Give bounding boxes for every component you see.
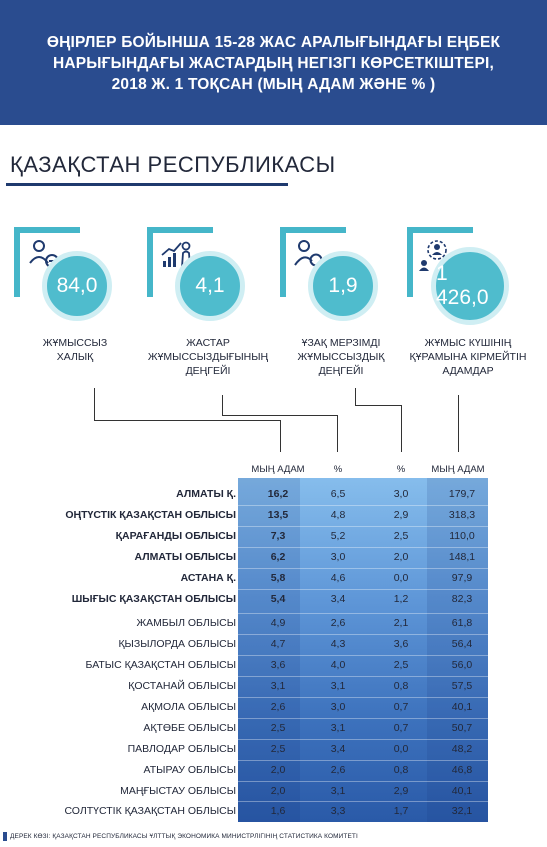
region-name: ШЫҒЫС ҚАЗАҚСТАН ОБЛЫСЫ (71, 593, 236, 605)
row-separator (238, 568, 488, 569)
indicator-value: 4,1 (195, 274, 225, 297)
row-separator (238, 655, 488, 656)
region-name: АСТАНА Қ. (180, 572, 236, 584)
header-title-line-2: НАРЫҒЫНДАҒЫ ЖАСТАРДЫҢ НЕГІЗГІ КӨРСЕТКІШТЕРІ, (52, 55, 495, 72)
table-cell: 3,0 (330, 701, 346, 713)
table-row (0, 506, 547, 526)
table-cell: 2,1 (393, 617, 409, 629)
indicator-label-line: ДЕҢГЕЙІ (185, 365, 231, 377)
source-text: ДЕРЕК КӨЗІ: ҚАЗАҚСТАН РЕСПУБЛИКАСЫ ҰЛТТЫҚ ЭКОНОМИКА МИНИСТРЛІГІНІҢ СТАТИСТИКА КОМИТЕТІ (10, 833, 358, 840)
indicator-outside-labor-force (403, 223, 533, 388)
table-cell: 57,5 (451, 680, 473, 692)
table-cell: 40,1 (451, 785, 473, 797)
table-cell: 2,6 (270, 701, 286, 713)
table-cell: 2,6 (330, 617, 346, 629)
row-separator (238, 760, 488, 761)
table-cell: 3,3 (330, 805, 346, 817)
indicator-label-line: ХАЛЫҚ (56, 351, 94, 363)
table-cell: 4,8 (330, 509, 346, 521)
table-row (0, 548, 547, 568)
table-cell: 7,3 (270, 530, 286, 542)
table-cell: 3,0 (330, 551, 346, 563)
header-title-line-3: 2018 Ж. 1 ТОҚСАН (МЫҢ АДАМ ЖӘНЕ % ) (111, 76, 436, 93)
table-cell: 318,3 (448, 509, 476, 521)
indicator-label-line: ЖАСТАР (186, 337, 230, 349)
indicator-label-line: ДЕҢГЕЙІ (318, 365, 364, 377)
column-header: % (333, 464, 343, 475)
region-name: АТЫРАУ ОБЛЫСЫ (143, 764, 236, 776)
table-cell: 2,5 (393, 659, 409, 671)
row-separator (238, 589, 488, 590)
indicator-value: 1,9 (328, 274, 358, 297)
row-separator (238, 781, 488, 782)
table-cell: 3,4 (330, 593, 346, 605)
table-row (0, 614, 547, 634)
table-cell: 1,6 (270, 805, 286, 817)
indicator-label (10, 336, 140, 364)
column-header: % (396, 464, 406, 475)
row-separator (238, 676, 488, 677)
indicator-label (403, 336, 533, 378)
table-cell: 5,8 (270, 572, 286, 584)
table-row (0, 802, 547, 822)
table-cell: 56,0 (451, 659, 473, 671)
region-name: АЛМАТЫ ОБЛЫСЫ (134, 551, 236, 563)
region-name: БАТЫС ҚАЗАҚСТАН ОБЛЫСЫ (85, 659, 236, 671)
table-cell: 4,9 (270, 617, 286, 629)
indicator-youth-unemployment (143, 223, 273, 388)
indicator-label-line: ЖҰМЫС КҮШІНІҢ (424, 337, 512, 349)
table-cell: 0,8 (393, 680, 409, 692)
table-cell: 6,5 (330, 488, 346, 500)
region-name: АҚМОЛА ОБЛЫСЫ (141, 701, 236, 713)
row-separator (238, 634, 488, 635)
header-title-line-1: ӨҢІРЛЕР БОЙЫНША 15-28 ЖАС АРАЛЫҒЫНДАҒЫ ЕҢБЕК (46, 34, 501, 51)
indicator-label-line: АДАМДАР (442, 365, 494, 377)
table-cell: 48,2 (451, 743, 473, 755)
table-row (0, 719, 547, 739)
table-row (0, 590, 547, 610)
indicator-label (143, 336, 273, 378)
region-name: АҚТӨБЕ ОБЛЫСЫ (143, 722, 236, 734)
table-cell: 2,0 (393, 551, 409, 563)
region-name: ОҢТҮСТІК ҚАЗАҚСТАН ОБЛЫСЫ (65, 509, 236, 521)
table-cell: 13,5 (267, 509, 289, 521)
table-cell: 97,9 (451, 572, 473, 584)
table-cell: 2,0 (270, 785, 286, 797)
table-cell: 3,1 (270, 680, 286, 692)
region-name: ПАВЛОДАР ОБЛЫСЫ (127, 743, 236, 755)
table-cell: 0,8 (393, 764, 409, 776)
indicator-value-circle (175, 251, 245, 321)
row-separator (238, 739, 488, 740)
region-name: АЛМАТЫ Қ. (176, 488, 236, 500)
table-row (0, 569, 547, 589)
table-cell: 3,1 (330, 722, 346, 734)
region-name: ҚАРАҒАНДЫ ОБЛЫСЫ (115, 530, 236, 542)
table-cell: 50,7 (451, 722, 473, 734)
table-cell: 2,6 (330, 764, 346, 776)
table-cell: 4,7 (270, 638, 286, 650)
row-separator (238, 697, 488, 698)
table-row (0, 635, 547, 655)
table-row (0, 782, 547, 802)
table-row (0, 698, 547, 718)
table-cell: 40,1 (451, 701, 473, 713)
table-cell: 179,7 (448, 488, 476, 500)
row-separator (238, 505, 488, 506)
table-cell: 82,3 (451, 593, 473, 605)
source-footer (0, 826, 547, 847)
table-cell: 6,2 (270, 551, 286, 563)
region-title: ҚАЗАҚСТАН РЕСПУБЛИКАСЫ (10, 152, 336, 177)
table-cell: 1,7 (393, 805, 409, 817)
table-cell: 3,1 (330, 680, 346, 692)
table-cell: 46,8 (451, 764, 473, 776)
table-cell: 3,6 (270, 659, 286, 671)
table-cell: 4,3 (330, 638, 346, 650)
column-header: МЫҢ АДАМ (431, 464, 485, 475)
region-name: ҚОСТАНАЙ ОБЛЫСЫ (128, 680, 236, 692)
indicator-value: 84,0 (56, 274, 98, 297)
table-cell: 0,7 (393, 701, 409, 713)
table-cell: 61,8 (451, 617, 473, 629)
region-name: ЖАМБЫЛ ОБЛЫСЫ (136, 617, 236, 629)
column-header: МЫҢ АДАМ (251, 464, 305, 475)
page-header (0, 0, 547, 125)
table-cell: 0,0 (393, 743, 409, 755)
table-cell: 3,4 (330, 743, 346, 755)
table-cell: 4,6 (330, 572, 346, 584)
indicator-long-term-unemployment (276, 223, 406, 388)
table-cell: 2,5 (393, 530, 409, 542)
region-title-underline (6, 183, 288, 186)
indicator-value-circle (42, 251, 112, 321)
table-cell: 2,5 (270, 722, 286, 734)
indicator-unemployed (10, 223, 140, 388)
table-cell: 3,0 (393, 488, 409, 500)
table-row (0, 485, 547, 505)
indicator-label (276, 336, 406, 378)
table-cell: 3,6 (393, 638, 409, 650)
footer-marker (3, 832, 7, 841)
table-cell: 2,5 (270, 743, 286, 755)
region-name: ҚЫЗЫЛОРДА ОБЛЫСЫ (118, 638, 236, 650)
row-separator (238, 526, 488, 527)
table-row (0, 527, 547, 547)
table-cell: 16,2 (267, 488, 289, 500)
table-cell: 3,1 (330, 785, 346, 797)
table-cell: 1,2 (393, 593, 409, 605)
indicator-value-circle (431, 247, 509, 325)
table-cell: 2,9 (393, 509, 409, 521)
table-cell: 0,0 (393, 572, 409, 584)
table-cell: 5,4 (270, 593, 286, 605)
table-cell: 110,0 (449, 530, 475, 542)
table-cell: 2,0 (270, 764, 286, 776)
indicator-value: 1 426,0 (436, 262, 489, 309)
indicator-label-line: ЖҰМЫССЫЗ (42, 337, 108, 349)
table-row (0, 740, 547, 760)
table-cell: 32,1 (451, 805, 473, 817)
table-cell: 4,0 (330, 659, 346, 671)
region-name: МАҢҒЫСТАУ ОБЛЫСЫ (120, 785, 236, 797)
table-row (0, 761, 547, 781)
indicator-label-line: ҚҰРАМЫНА КІРМЕЙТІН (409, 351, 527, 363)
indicator-label-line: ЖҰМЫССЫЗДЫҚ (297, 351, 385, 363)
table-cell: 56,4 (451, 638, 473, 650)
table-row (0, 656, 547, 676)
indicator-label-line: ҰЗАҚ МЕРЗІМДІ (301, 337, 381, 349)
indicator-label-line: ЖҰМЫССЫЗДЫҒЫНЫҢ (147, 351, 269, 363)
table-cell: 5,2 (330, 530, 346, 542)
row-separator (238, 547, 488, 548)
table-row (0, 677, 547, 697)
table-cell: 148,1 (448, 551, 476, 563)
row-separator (238, 718, 488, 719)
table-cell: 0,7 (393, 722, 409, 734)
indicator-value-circle (308, 251, 378, 321)
table-cell: 2,9 (393, 785, 409, 797)
row-separator (238, 613, 488, 614)
region-name: СОЛТҮСТІК ҚАЗАҚСТАН ОБЛЫСЫ (64, 805, 236, 817)
row-separator (238, 801, 488, 802)
